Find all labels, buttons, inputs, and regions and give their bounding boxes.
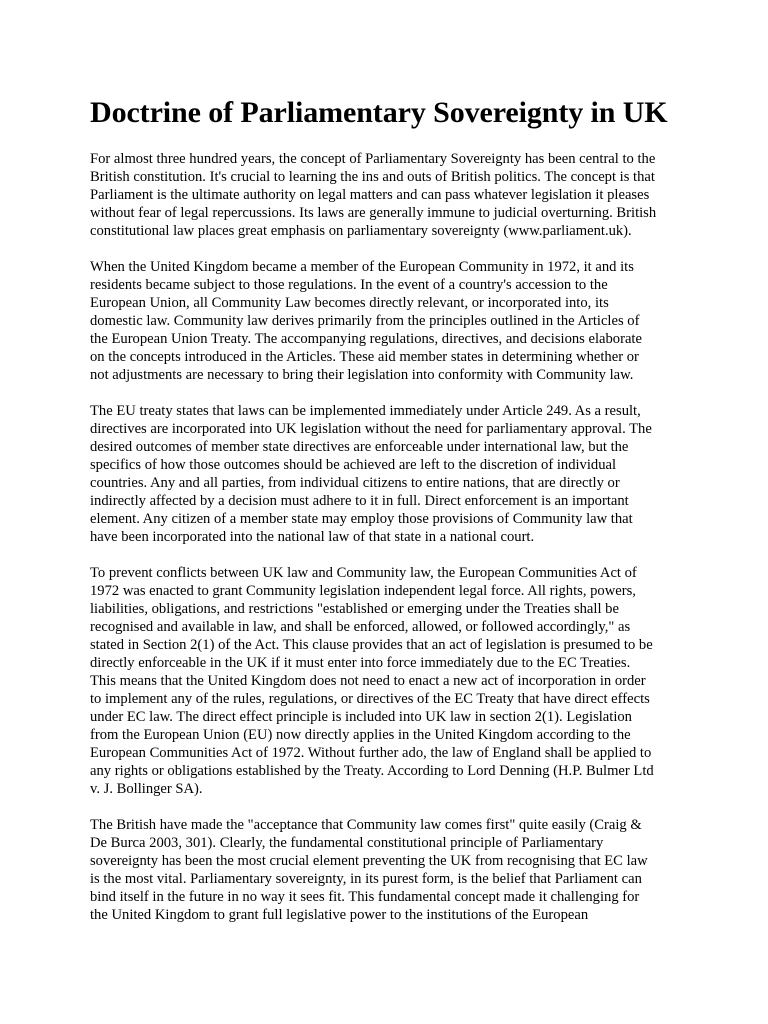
text-line: the European Union Treaty. The accompanying regulations, directives, and decisions elaborate bbox=[90, 331, 642, 347]
text-line: recognised and available in law, and shall be enforced, allowed, or followed accordingly," as bbox=[90, 619, 631, 635]
text-line: bind itself in the future in no way it sees fit. This fundamental concept made it challenging for bbox=[90, 889, 640, 905]
paragraph-3 bbox=[90, 402, 688, 546]
text-line: from the European Union (EU) now directly applies in the United Kingdom according to the bbox=[90, 727, 631, 743]
text-line: is the most vital. Parliamentary sovereignty, in its purest form, is the belief that Parliament can bbox=[90, 871, 642, 887]
paragraph-4 bbox=[90, 564, 688, 798]
text-line: constitutional law places great emphasis on parliamentary sovereignty (www.parliament.uk). bbox=[90, 223, 632, 239]
paragraph-2 bbox=[90, 258, 688, 384]
paragraph-1 bbox=[90, 150, 688, 240]
text-line: 1972 was enacted to grant Community legislation independent legal force. All rights, powers, bbox=[90, 583, 636, 599]
text-line: residents became subject to those regulations. In the event of a country's accession to the bbox=[90, 277, 608, 293]
text-line: When the United Kingdom became a member of the European Community in 1972, it and its bbox=[90, 259, 634, 275]
text-line: domestic law. Community law derives primarily from the principles outlined in the Articles of bbox=[90, 313, 640, 329]
text-line: on the concepts introduced in the Articles. These aid member states in determining whether or bbox=[90, 349, 639, 365]
text-line: desired outcomes of member state directives are enforceable under international law, but the bbox=[90, 439, 629, 455]
text-line: under EC law. The direct effect principle is included into UK law in section 2(1). Legislation bbox=[90, 709, 632, 725]
text-line: element. Any citizen of a member state may employ those provisions of Community law that bbox=[90, 511, 633, 527]
text-line: to implement any of the rules, regulations, or directives of the EC Treaty that have direct effects bbox=[90, 691, 650, 707]
document-title: Doctrine of Parliamentary Sovereignty in UK bbox=[90, 96, 668, 129]
text-line: For almost three hundred years, the concept of Parliamentary Sovereignty has been central to the bbox=[90, 151, 656, 167]
text-line: To prevent conflicts between UK law and Community law, the European Communities Act of bbox=[90, 565, 637, 581]
text-line: The British have made the "acceptance that Community law comes first" quite easily (Craig & bbox=[90, 817, 642, 833]
text-line: De Burca 2003, 301). Clearly, the fundamental constitutional principle of Parliamentary bbox=[90, 835, 604, 851]
text-line: liabilities, obligations, and restrictions "established or emerging under the Treaties shall be bbox=[90, 601, 619, 617]
text-line: directives are incorporated into UK legislation without the need for parliamentary approval. The bbox=[90, 421, 652, 437]
text-line: stated in Section 2(1) of the Act. This clause provides that an act of legislation is presumed to be bbox=[90, 637, 653, 653]
document-body bbox=[90, 150, 688, 924]
text-line: The EU treaty states that laws can be implemented immediately under Article 249. As a result, bbox=[90, 403, 641, 419]
text-line: specifics of how those outcomes should be achieved are left to the discretion of individual bbox=[90, 457, 617, 473]
text-line: the United Kingdom to grant full legislative power to the institutions of the European bbox=[90, 907, 589, 923]
text-line: sovereignty has been the most crucial element preventing the UK from recognising that EC law bbox=[90, 853, 648, 869]
text-line: not adjustments are necessary to bring their legislation into conformity with Community law. bbox=[90, 367, 634, 383]
text-line: Parliament is the ultimate authority on legal matters and can pass whatever legislation it pleases bbox=[90, 187, 650, 203]
paragraph-5 bbox=[90, 816, 688, 924]
text-line: British constitution. It's crucial to learning the ins and outs of British politics. The concept is that bbox=[90, 169, 655, 185]
text-line: European Communities Act of 1972. Without further ado, the law of England shall be applied to bbox=[90, 745, 652, 761]
text-line: v. J. Bollinger SA). bbox=[90, 781, 203, 797]
text-line: This means that the United Kingdom does not need to enact a new act of incorporation in order bbox=[90, 673, 646, 689]
text-line: any rights or obligations established by the Treaty. According to Lord Denning (H.P. Bulmer Ltd bbox=[90, 763, 654, 779]
text-line: countries. Any and all parties, from individual citizens to entire nations, that are directly or bbox=[90, 475, 620, 491]
text-line: indirectly affected by a decision must adhere to it in full. Direct enforcement is an important bbox=[90, 493, 629, 509]
text-line: without fear of legal repercussions. Its laws are generally immune to judicial overturning. British bbox=[90, 205, 657, 221]
text-line: directly enforceable in the UK if it must enter into force immediately due to the EC Treaties. bbox=[90, 655, 631, 671]
text-line: have been incorporated into the national law of that state in a national court. bbox=[90, 529, 535, 545]
text-line: European Union, all Community Law becomes directly relevant, or incorporated into, its bbox=[90, 295, 609, 311]
document-page bbox=[90, 94, 688, 942]
